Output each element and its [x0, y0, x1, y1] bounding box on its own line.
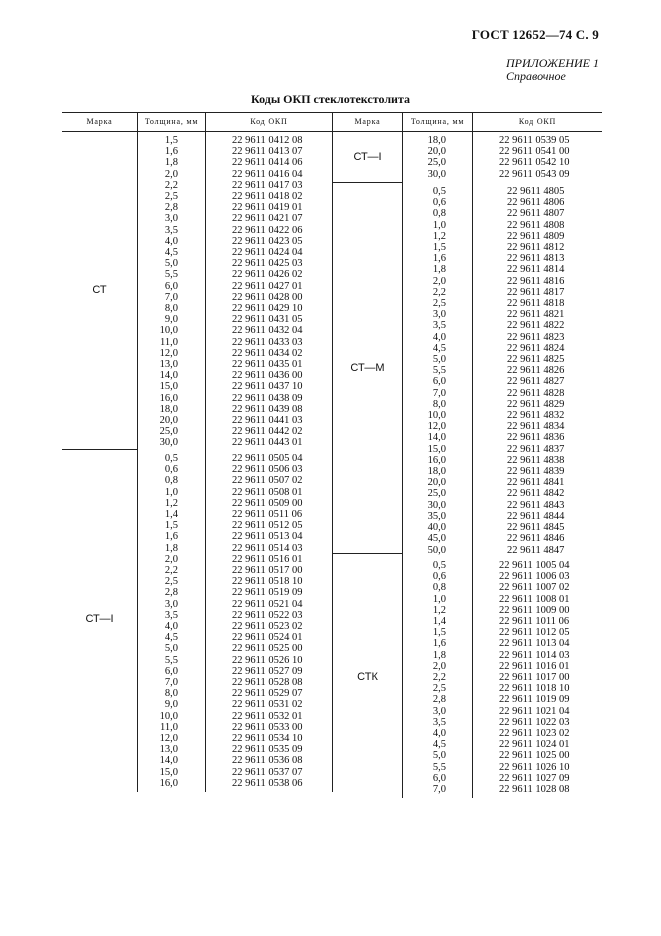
thickness-cell: 15,0	[159, 766, 178, 778]
okp-code-cell: 22 9611 0413 07	[232, 146, 303, 158]
thickness-cell: 4,5	[164, 247, 178, 259]
thickness-cell: 4,0	[432, 728, 446, 740]
thickness-cell: 16,0	[159, 392, 178, 404]
okp-code-cell: 22 9611 1018 10	[499, 683, 570, 695]
okp-code-cell: 22 9611 0425 03	[232, 258, 303, 270]
group-divider	[332, 182, 403, 183]
thickness-cell: 5,0	[432, 354, 446, 366]
okp-code-cell: 22 9611 0428 00	[232, 291, 303, 303]
thickness-cell: 0,5	[432, 186, 446, 197]
okp-code-cell: 22 9611 4824	[507, 342, 565, 354]
thickness-cell: 2,5	[164, 191, 178, 203]
group-mark: СТ—I	[85, 613, 114, 625]
thickness-cell: 13,0	[159, 359, 178, 371]
thickness-cell: 3,0	[164, 598, 178, 610]
thickness-cell: 45,0	[427, 533, 446, 545]
thickness-cell: 5,5	[432, 365, 446, 377]
thickness-cell: 0,8	[432, 208, 446, 220]
okp-code-cell: 22 9611 0416 04	[232, 168, 303, 180]
okp-code-cell: 22 9611 0533 00	[232, 721, 303, 733]
thickness-cell: 1,8	[164, 542, 178, 554]
thickness-list	[406, 560, 446, 795]
thickness-cell: 12,0	[159, 733, 178, 745]
thickness-cell: 14,0	[159, 370, 178, 382]
thickness-cell: 30,0	[159, 437, 178, 449]
thickness-cell: 8,0	[432, 398, 446, 410]
okp-code-cell: 22 9611 0506 03	[232, 464, 303, 476]
okp-code-cell: 22 9611 1008 01	[499, 593, 570, 605]
thickness-cell: 2,2	[432, 672, 446, 684]
okp-code-cell: 22 9611 0531 02	[232, 699, 303, 711]
thickness-cell: 4,0	[432, 331, 446, 343]
okp-code-cell: 22 9611 0414 06	[232, 157, 303, 169]
okp-code-cell: 22 9611 0439 08	[232, 403, 303, 415]
thickness-cell: 16,0	[159, 777, 178, 789]
okp-code-cell: 22 9611 1005 04	[499, 560, 570, 571]
thickness-cell: 2,2	[432, 286, 446, 298]
thickness-cell: 6,0	[432, 376, 446, 388]
okp-code-cell: 22 9611 1019 09	[499, 694, 570, 706]
okp-code-cell: 22 9611 0523 02	[232, 621, 303, 633]
thickness-cell: 14,0	[159, 755, 178, 767]
thickness-cell: 6,0	[164, 280, 178, 292]
header-code: Код ОКП	[518, 117, 557, 126]
code-list	[507, 186, 564, 556]
thickness-cell: 0,5	[432, 560, 446, 571]
okp-code-cell: 22 9611 0517 00	[232, 565, 303, 577]
thickness-cell: 25,0	[427, 488, 446, 500]
header-thickness: Толщина, мм	[144, 117, 199, 126]
thickness-cell: 4,5	[432, 342, 446, 354]
thickness-cell: 6,0	[432, 772, 446, 784]
okp-code-cell: 22 9611 0427 01	[232, 280, 303, 292]
thickness-cell: 1,5	[432, 627, 446, 639]
thickness-cell: 2,0	[432, 275, 446, 287]
okp-code-cell: 22 9611 1014 03	[499, 649, 570, 661]
thickness-cell: 2,0	[164, 553, 178, 565]
thickness-cell: 3,5	[164, 224, 178, 236]
okp-code-cell: 22 9611 0522 03	[232, 609, 303, 621]
okp-code-cell: 22 9611 4829	[507, 398, 565, 410]
okp-code-cell: 22 9611 1006 03	[499, 571, 570, 583]
thickness-cell: 20,0	[427, 146, 446, 158]
okp-code-cell: 22 9611 1013 04	[499, 638, 570, 650]
okp-code-cell: 22 9611 4847	[507, 544, 565, 556]
okp-code-cell: 22 9611 4838	[507, 454, 565, 466]
thickness-cell: 1,0	[164, 486, 178, 498]
thickness-cell: 7,0	[164, 291, 178, 303]
okp-code-cell: 22 9611 0417 03	[232, 179, 303, 191]
okp-code-cell: 22 9611 4826	[507, 365, 565, 377]
okp-code-cell: 22 9611 0421 07	[232, 213, 303, 225]
okp-code-cell: 22 9611 0441 03	[232, 415, 303, 427]
thickness-cell: 3,5	[164, 609, 178, 621]
okp-code-cell: 22 9611 0526 10	[232, 654, 303, 666]
thickness-cell: 18,0	[159, 403, 178, 415]
okp-code-cell: 22 9611 1025 00	[499, 750, 570, 762]
thickness-cell: 50,0	[427, 544, 446, 556]
thickness-cell: 1,6	[432, 638, 446, 650]
okp-code-cell: 22 9611 4817	[507, 286, 565, 298]
okp-code-cell: 22 9611 0437 10	[232, 381, 303, 393]
header-thickness: Толщина, мм	[410, 117, 465, 126]
okp-code-cell: 22 9611 4807	[507, 208, 565, 220]
okp-code-cell: 22 9611 4827	[507, 376, 565, 388]
thickness-cell: 12,0	[427, 421, 446, 433]
okp-code-cell: 22 9611 4845	[507, 522, 565, 534]
okp-code-cell: 22 9611 0442 02	[232, 426, 303, 438]
thickness-cell: 1,6	[432, 253, 446, 265]
okp-code-cell: 22 9611 0525 00	[232, 643, 303, 655]
okp-code-cell: 22 9611 4842	[507, 488, 565, 500]
thickness-cell: 2,5	[432, 683, 446, 695]
thickness-cell: 20,0	[427, 477, 446, 489]
okp-code-cell: 22 9611 4828	[507, 387, 565, 399]
okp-code-cell: 22 9611 4821	[507, 309, 565, 321]
thickness-cell: 5,5	[164, 269, 178, 281]
group-mark: СТ	[92, 284, 107, 296]
okp-code-cell: 22 9611 1012 05	[499, 627, 570, 639]
group-divider	[332, 553, 403, 554]
okp-code-cell: 22 9611 0419 01	[232, 202, 303, 214]
okp-code-cell: 22 9611 0507 02	[232, 475, 303, 487]
okp-code-cell: 22 9611 4836	[507, 432, 565, 444]
okp-code-cell: 22 9611 0534 10	[232, 733, 303, 745]
thickness-cell: 1,5	[164, 520, 178, 532]
okp-code-cell: 22 9611 4822	[507, 320, 565, 332]
thickness-cell: 12,0	[159, 347, 178, 359]
thickness-cell: 2,8	[164, 587, 178, 599]
thickness-cell: 1,2	[432, 604, 446, 616]
document-reference: ГОСТ 12652—74 С. 9	[471, 27, 599, 42]
thickness-cell: 5,0	[432, 750, 446, 762]
thickness-cell: 0,6	[164, 464, 178, 476]
okp-code-cell: 22 9611 0412 08	[232, 135, 303, 146]
thickness-cell: 5,5	[164, 654, 178, 666]
thickness-cell: 2,8	[164, 202, 178, 214]
okp-code-cell: 22 9611 4818	[507, 298, 565, 310]
okp-code-cell: 22 9611 0429 10	[232, 303, 303, 315]
okp-code-cell: 22 9611 1016 01	[499, 660, 570, 672]
code-list	[232, 135, 303, 449]
thickness-cell: 9,0	[164, 314, 178, 326]
okp-code-cell: 22 9611 0513 04	[232, 531, 303, 543]
thickness-cell: 0,6	[432, 571, 446, 583]
thickness-list	[140, 453, 178, 789]
thickness-cell: 1,4	[164, 509, 178, 521]
thickness-cell: 1,8	[164, 157, 178, 169]
thickness-cell: 1,0	[432, 593, 446, 605]
thickness-cell: 15,0	[427, 443, 446, 455]
thickness-cell: 1,0	[432, 219, 446, 231]
thickness-cell: 25,0	[159, 426, 178, 438]
thickness-cell: 1,4	[432, 616, 446, 628]
appendix-block	[506, 57, 599, 83]
okp-code-cell: 22 9611 0542 10	[499, 157, 570, 169]
okp-code-cell: 22 9611 0505 04	[232, 453, 303, 464]
okp-code-cell: 22 9611 0431 05	[232, 314, 303, 326]
thickness-cell: 13,0	[159, 744, 178, 756]
okp-code-cell: 22 9611 0432 04	[232, 325, 303, 337]
thickness-cell: 1,5	[164, 135, 178, 146]
thickness-cell: 2,5	[432, 298, 446, 310]
appendix-type: Справочное	[506, 69, 566, 83]
okp-code-cell: 22 9611 0514 03	[232, 542, 303, 554]
thickness-cell: 2,2	[164, 565, 178, 577]
thickness-cell: 35,0	[427, 510, 446, 522]
thickness-cell: 4,5	[432, 739, 446, 751]
thickness-cell: 3,0	[164, 213, 178, 225]
okp-code-cell: 22 9611 4832	[507, 410, 565, 422]
thickness-cell: 20,0	[159, 415, 178, 427]
okp-code-cell: 22 9611 4837	[507, 443, 565, 455]
okp-code-cell: 22 9611 0524 01	[232, 632, 303, 644]
header-code: Код ОКП	[250, 117, 288, 126]
code-list	[232, 453, 303, 789]
thickness-cell: 0,8	[164, 475, 178, 487]
okp-code-cell: 22 9611 4813	[507, 253, 565, 265]
thickness-cell: 15,0	[159, 381, 178, 393]
okp-code-cell: 22 9611 0512 05	[232, 520, 303, 532]
okp-code-cell: 22 9611 0438 09	[232, 392, 303, 404]
thickness-cell: 11,0	[160, 336, 178, 348]
okp-code-cell: 22 9611 0436 00	[232, 370, 303, 382]
code-list	[499, 135, 570, 180]
thickness-cell: 4,0	[164, 235, 178, 247]
thickness-cell: 0,8	[432, 582, 446, 594]
okp-code-cell: 22 9611 0508 01	[232, 486, 303, 498]
okp-code-cell: 22 9611 0521 04	[232, 598, 303, 610]
thickness-cell: 3,5	[432, 716, 446, 728]
thickness-list	[406, 135, 446, 180]
okp-code-cell: 22 9611 0543 09	[499, 168, 570, 180]
okp-code-cell: 22 9611 4843	[507, 499, 565, 511]
table-title: Коды ОКП стеклотекстолита	[250, 92, 411, 106]
thickness-cell: 2,8	[432, 694, 446, 706]
thickness-cell: 3,5	[432, 320, 446, 332]
thickness-cell: 7,0	[432, 784, 446, 796]
okp-code-cell: 22 9611 4816	[507, 275, 565, 287]
okp-code-cell: 22 9611 4809	[507, 230, 565, 242]
thickness-cell: 8,0	[164, 303, 178, 315]
okp-code-cell: 22 9611 1007 02	[499, 582, 570, 594]
okp-code-cell: 22 9611 0435 01	[232, 359, 303, 371]
okp-code-cell: 22 9611 0511 06	[232, 509, 303, 521]
thickness-cell: 3,0	[432, 705, 446, 717]
okp-code-cell: 22 9611 4812	[507, 242, 565, 254]
thickness-cell: 0,6	[432, 197, 446, 209]
okp-code-cell: 22 9611 4844	[507, 510, 565, 522]
okp-code-cell: 22 9611 4839	[507, 466, 565, 478]
thickness-cell: 10,0	[159, 710, 178, 722]
okp-code-cell: 22 9611 1011 06	[499, 616, 570, 628]
thickness-cell: 30,0	[427, 499, 446, 511]
okp-code-cell: 22 9611 1021 04	[499, 705, 570, 717]
thickness-cell: 7,0	[432, 387, 446, 399]
okp-code-cell: 22 9611 1022 03	[499, 716, 570, 728]
thickness-cell: 18,0	[427, 466, 446, 478]
okp-code-cell: 22 9611 1017 00	[499, 672, 570, 684]
okp-code-cell: 22 9611 0418 02	[232, 191, 303, 203]
okp-code-cell: 22 9611 0423 05	[232, 235, 303, 247]
thickness-cell: 2,2	[164, 179, 178, 191]
okp-code-cell: 22 9611 1023 02	[499, 728, 570, 740]
thickness-cell: 11,0	[160, 721, 178, 733]
okp-code-cell: 22 9611 4814	[507, 264, 565, 276]
thickness-cell: 1,6	[164, 146, 178, 158]
thickness-cell: 5,0	[164, 258, 178, 270]
thickness-cell: 10,0	[159, 325, 178, 337]
thickness-cell: 1,6	[164, 531, 178, 543]
thickness-cell: 0,5	[164, 453, 178, 464]
thickness-cell: 3,0	[432, 309, 446, 321]
header-marka: Марка	[86, 117, 113, 126]
okp-code-cell: 22 9611 0434 02	[232, 347, 303, 359]
okp-code-cell: 22 9611 0532 01	[232, 710, 303, 722]
okp-code-cell: 22 9611 0516 01	[232, 553, 303, 565]
thickness-cell: 4,5	[164, 632, 178, 644]
okp-code-cell: 22 9611 0528 08	[232, 677, 303, 689]
okp-code-cell: 22 9611 0535 09	[232, 744, 303, 756]
okp-code-cell: 22 9611 0537 07	[232, 766, 303, 778]
vertical-rule	[472, 112, 473, 798]
thickness-cell: 1,2	[432, 230, 446, 242]
thickness-cell: 2,0	[164, 168, 178, 180]
group-mark: СТК	[357, 671, 378, 683]
thickness-cell: 9,0	[164, 699, 178, 711]
okp-code-cell: 22 9611 0538 06	[232, 777, 303, 789]
thickness-cell: 14,0	[427, 432, 446, 444]
thickness-cell: 30,0	[427, 168, 446, 180]
okp-code-cell: 22 9611 1026 10	[499, 761, 570, 773]
thickness-cell: 5,0	[164, 643, 178, 655]
thickness-cell: 25,0	[427, 157, 446, 169]
thickness-cell: 40,0	[427, 522, 446, 534]
thickness-list	[406, 186, 446, 556]
okp-code-cell: 22 9611 4806	[507, 197, 565, 209]
thickness-cell: 6,0	[164, 665, 178, 677]
okp-code-cell: 22 9611 1024 01	[499, 739, 570, 751]
thickness-cell: 8,0	[164, 688, 178, 700]
okp-code-cell: 22 9611 4834	[507, 421, 565, 433]
okp-code-cell: 22 9611 0539 05	[499, 135, 570, 146]
thickness-cell: 5,5	[432, 761, 446, 773]
okp-code-cell: 22 9611 0541 00	[499, 146, 570, 158]
okp-code-cell: 22 9611 0443 01	[232, 437, 303, 449]
okp-code-cell: 22 9611 0527 09	[232, 665, 303, 677]
vertical-rule	[332, 112, 333, 792]
group-divider	[62, 449, 138, 450]
okp-code-cell: 22 9611 0426 02	[232, 269, 303, 281]
appendix-label: ПРИЛОЖЕНИЕ 1	[506, 56, 599, 70]
thickness-cell: 10,0	[427, 410, 446, 422]
header-marka: Марка	[354, 117, 381, 126]
okp-code-cell: 22 9611 4823	[507, 331, 565, 343]
vertical-rule	[402, 112, 403, 798]
okp-code-cell: 22 9611 0536 08	[232, 755, 303, 767]
thickness-cell: 16,0	[427, 454, 446, 466]
okp-code-cell: 22 9611 4825	[507, 354, 565, 366]
okp-code-cell: 22 9611 1027 09	[499, 772, 570, 784]
code-list	[499, 560, 570, 795]
okp-code-cell: 22 9611 4808	[507, 219, 565, 231]
okp-code-cell: 22 9611 0518 10	[232, 576, 303, 588]
thickness-cell: 18,0	[427, 135, 446, 146]
okp-code-cell: 22 9611 0529 07	[232, 688, 303, 700]
thickness-cell: 1,2	[164, 497, 178, 509]
vertical-rule	[205, 112, 206, 792]
thickness-cell: 7,0	[164, 677, 178, 689]
okp-code-cell: 22 9611 4841	[507, 477, 565, 489]
vertical-rule	[137, 112, 138, 792]
thickness-cell: 2,5	[164, 576, 178, 588]
okp-code-cell: 22 9611 0433 03	[232, 336, 303, 348]
okp-code-cell: 22 9611 4805	[507, 186, 565, 197]
okp-code-cell: 22 9611 0422 06	[232, 224, 303, 236]
okp-code-cell: 22 9611 0509 00	[232, 497, 303, 509]
okp-code-cell: 22 9611 0519 09	[232, 587, 303, 599]
okp-code-cell: 22 9611 4846	[507, 533, 565, 545]
thickness-cell: 4,0	[164, 621, 178, 633]
okp-code-cell: 22 9611 1028 08	[499, 784, 570, 796]
thickness-cell: 1,8	[432, 264, 446, 276]
thickness-cell: 2,0	[432, 660, 446, 672]
thickness-list	[140, 135, 178, 449]
thickness-cell: 1,8	[432, 649, 446, 661]
group-mark: СТ—М	[350, 362, 385, 374]
okp-code-cell: 22 9611 0424 04	[232, 247, 303, 259]
group-mark: СТ—I	[353, 151, 382, 163]
okp-code-cell: 22 9611 1009 00	[499, 604, 570, 616]
thickness-cell: 1,5	[432, 242, 446, 254]
